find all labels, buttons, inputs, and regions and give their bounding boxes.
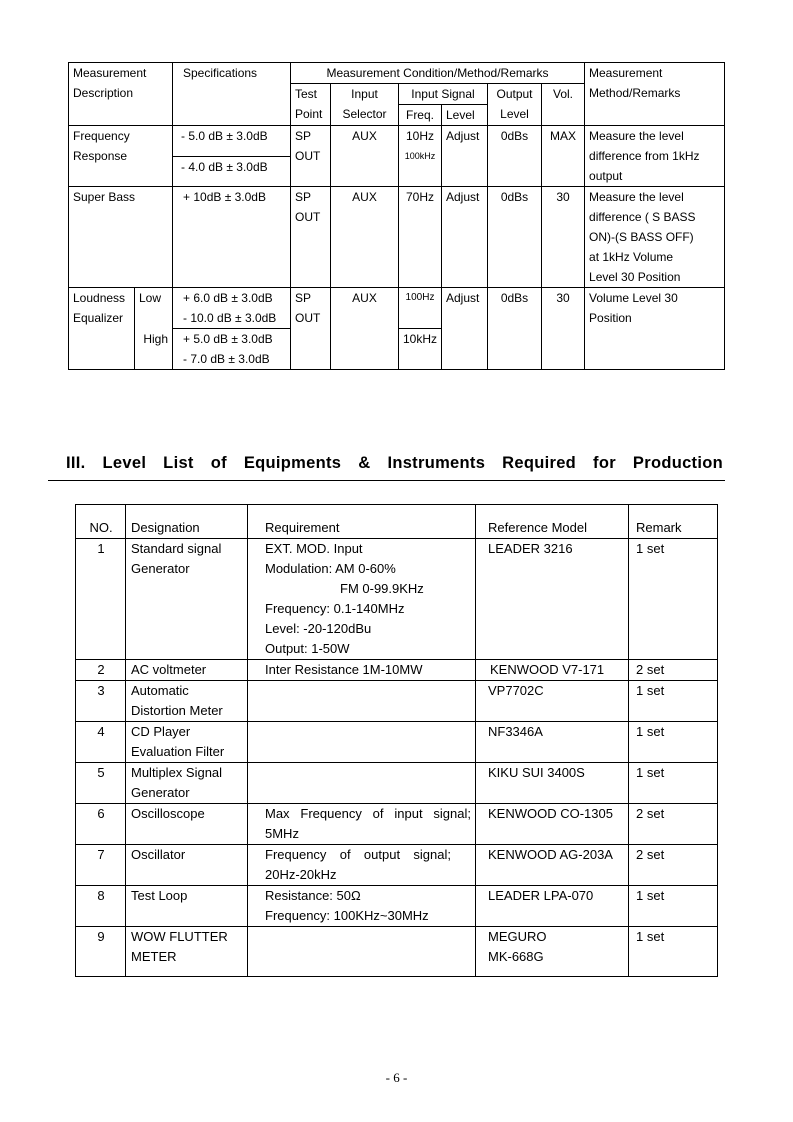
input-selector: AUX <box>331 288 399 370</box>
requirement: EXT. MOD. Input Modulation: AM 0-60% FM 0-99.9KHz Frequency: 0.1-140MHz Level: -20-120dBu Output: 1-50W <box>248 539 476 660</box>
designation: AC voltmeter <box>126 660 248 681</box>
remarks: Measure the level difference ( S BASS ON)-(S BASS OFF) at 1kHz Volume Level 30 Position <box>585 187 725 288</box>
requirement <box>248 681 476 722</box>
input-freq: 10Hz 100kHz <box>399 126 442 187</box>
requirement: Max Frequency of input signal; 5MHz <box>248 804 476 845</box>
table-row <box>76 845 718 886</box>
header-specifications: Specifications <box>173 63 291 126</box>
loudness-high-label: High <box>135 329 173 370</box>
requirement: Inter Resistance 1M-10MW <box>248 660 476 681</box>
page-number: - 6 - <box>385 1070 408 1085</box>
measurement-table <box>68 62 725 370</box>
input-selector: AUX <box>331 187 399 288</box>
header-vol: Vol. <box>542 84 585 126</box>
input-freq: 10kHz <box>399 329 442 370</box>
spec-value: - 5.0 dB ± 3.0dB <box>173 126 291 157</box>
designation: Oscilloscope <box>126 804 248 845</box>
table-row <box>76 681 718 722</box>
table-row <box>76 539 718 660</box>
header-level: Level <box>442 105 488 126</box>
equipment-table <box>75 504 718 977</box>
section-divider <box>48 480 725 481</box>
spec-value: - 4.0 dB ± 3.0dB <box>173 156 291 187</box>
remark: 1 set <box>629 927 718 977</box>
header-input-signal: Input Signal <box>399 84 488 105</box>
input-freq: 100Hz <box>399 288 442 329</box>
remark: 2 set <box>629 660 718 681</box>
row-number: 1 <box>76 539 126 660</box>
requirement: Resistance: 50Ω Frequency: 100KHz~30MHz <box>248 886 476 927</box>
volume: 30 <box>542 187 585 288</box>
row-loudness-description: Loudness Equalizer <box>69 288 135 370</box>
remarks: Measure the level difference from 1kHz output <box>585 126 725 187</box>
reference-model: KENWOOD CO-1305 <box>476 804 629 845</box>
row-super-bass-description: Super Bass <box>69 187 173 288</box>
row-number: 6 <box>76 804 126 845</box>
table-row <box>76 804 718 845</box>
reference-model: KENWOOD V7-171 <box>476 660 629 681</box>
spec-value: + 5.0 dB ± 3.0dB - 7.0 dB ± 3.0dB <box>173 329 291 370</box>
volume: 30 <box>542 288 585 370</box>
volume: MAX <box>542 126 585 187</box>
table-row <box>76 927 718 977</box>
requirement <box>248 927 476 977</box>
designation: Test Loop <box>126 886 248 927</box>
input-level: Adjust <box>442 126 488 187</box>
remark: 1 set <box>629 722 718 763</box>
input-freq: 70Hz <box>399 187 442 288</box>
reference-model: MEGURO MK-668G <box>476 927 629 977</box>
output-level: 0dBs <box>488 126 542 187</box>
row-number: 7 <box>76 845 126 886</box>
header-requirement: Requirement <box>248 505 476 539</box>
row-number: 3 <box>76 681 126 722</box>
remark: 1 set <box>629 681 718 722</box>
remarks: Volume Level 30 Position <box>585 288 725 370</box>
reference-model: NF3346A <box>476 722 629 763</box>
reference-model: VP7702C <box>476 681 629 722</box>
header-measurement-description: Measurement Description <box>69 63 173 126</box>
designation: Automatic Distortion Meter <box>126 681 248 722</box>
reference-model: KIKU SUI 3400S <box>476 763 629 804</box>
header-output-level: Output Level <box>488 84 542 126</box>
row-number: 9 <box>76 927 126 977</box>
header-reference-model: Reference Model <box>476 505 629 539</box>
requirement <box>248 763 476 804</box>
remark: 1 set <box>629 539 718 660</box>
table-row <box>76 660 718 681</box>
input-level: Adjust <box>442 187 488 288</box>
designation: Oscillator <box>126 845 248 886</box>
header-test-point: Test Point <box>291 84 331 126</box>
reference-model: KENWOOD AG-203A <box>476 845 629 886</box>
row-number: 4 <box>76 722 126 763</box>
test-point: SP OUT <box>291 126 331 187</box>
row-number: 2 <box>76 660 126 681</box>
spec-value: + 6.0 dB ± 3.0dB - 10.0 dB ± 3.0dB <box>173 288 291 329</box>
reference-model: LEADER 3216 <box>476 539 629 660</box>
header-method-remarks: Measurement Method/Remarks <box>585 63 725 126</box>
output-level: 0dBs <box>488 288 542 370</box>
reference-model: LEADER LPA-070 <box>476 886 629 927</box>
spec-value: + 10dB ± 3.0dB <box>173 187 291 288</box>
table-row <box>76 763 718 804</box>
output-level: 0dBs <box>488 187 542 288</box>
row-frequency-response-description: Frequency Response <box>69 126 173 187</box>
test-point: SP OUT <box>291 187 331 288</box>
loudness-low-label: Low <box>135 288 173 329</box>
header-freq: Freq. <box>399 105 442 126</box>
header-designation: Designation <box>126 505 248 539</box>
designation: Multiplex Signal Generator <box>126 763 248 804</box>
designation: WOW FLUTTER METER <box>126 927 248 977</box>
header-remark: Remark <box>629 505 718 539</box>
row-number: 5 <box>76 763 126 804</box>
remark: 2 set <box>629 845 718 886</box>
test-point: SP OUT <box>291 288 331 370</box>
header-no: NO. <box>76 505 126 539</box>
requirement: Frequency of output signal; 20Hz-20kHz <box>248 845 476 886</box>
header-condition-group: Measurement Condition/Method/Remarks <box>291 63 585 84</box>
designation: Standard signal Generator <box>126 539 248 660</box>
remark: 2 set <box>629 804 718 845</box>
remark: 1 set <box>629 886 718 927</box>
requirement <box>248 722 476 763</box>
header-input-selector: Input Selector <box>331 84 399 126</box>
table-row <box>76 722 718 763</box>
remark: 1 set <box>629 763 718 804</box>
input-selector: AUX <box>331 126 399 187</box>
row-number: 8 <box>76 886 126 927</box>
section-title: III. Level List of Equipments & Instruments Required for Production <box>66 454 723 472</box>
table-row <box>76 886 718 927</box>
input-level: Adjust <box>442 288 488 370</box>
designation: CD Player Evaluation Filter <box>126 722 248 763</box>
